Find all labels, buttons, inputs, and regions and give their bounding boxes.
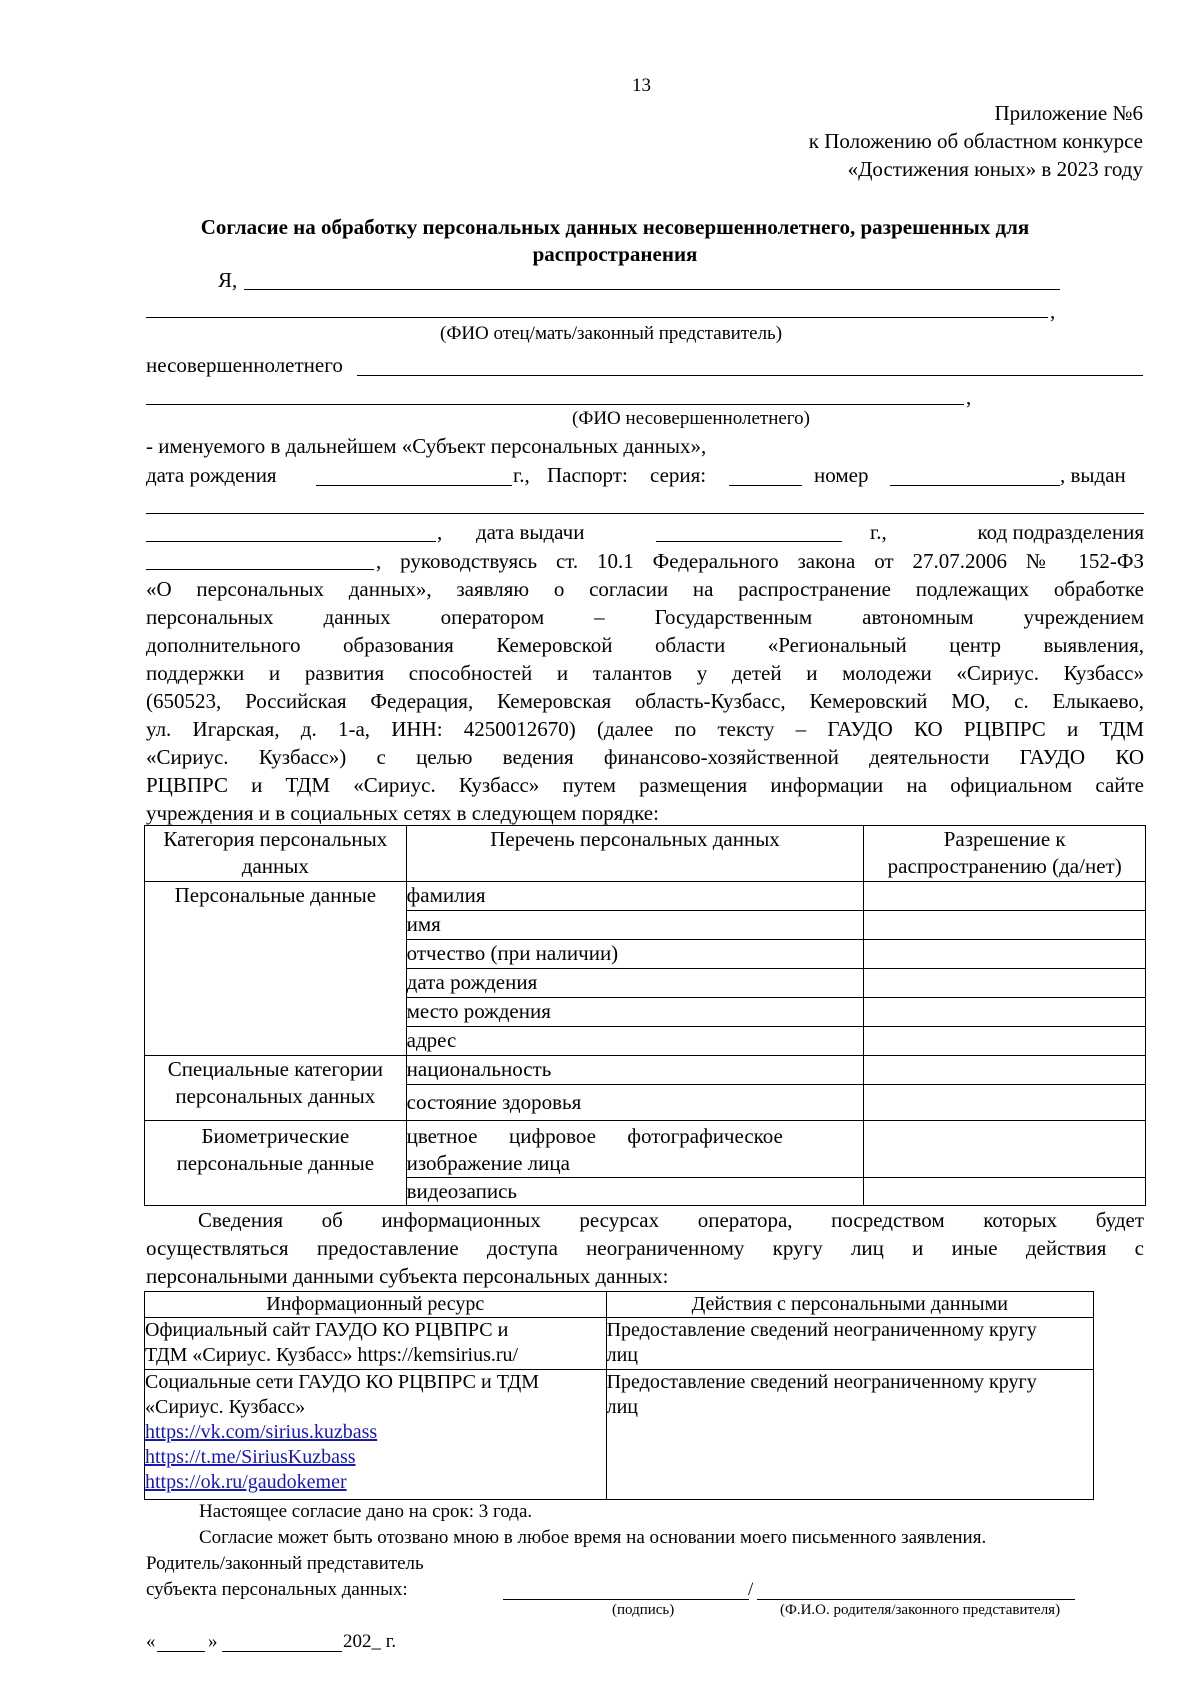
permission-cell[interactable] <box>864 911 1146 940</box>
table-row <box>145 1318 1094 1370</box>
minor-label: несовершеннолетнего <box>146 353 343 377</box>
header-permission-l2: распространению (да/нет) <box>887 854 1122 878</box>
category-personal: Персональные данные <box>145 882 407 1056</box>
body-line-3: персональных данных оператором – Государственным автономным учреждением <box>146 605 1144 629</box>
parent-name-field-2[interactable] <box>146 317 1048 318</box>
category-biometric <box>145 1121 407 1206</box>
permission-cell[interactable] <box>864 1178 1146 1206</box>
item-health: состояние здоровья <box>406 1085 864 1121</box>
minor-caption: (ФИО несовершеннолетнего) <box>572 408 810 429</box>
body-line-2: «О персональных данных», заявляю о согласии на распространение подлежащих обработке <box>146 577 1144 601</box>
category-biometric-l1: Биометрические <box>201 1124 350 1148</box>
comma-2: , <box>966 385 972 409</box>
date-month-field[interactable] <box>222 1651 342 1652</box>
action-social <box>606 1370 1093 1500</box>
revoke-text: Согласие может быть отозвано мною в любое время на основании моего письменного заявления. <box>199 1527 987 1548</box>
signature-field[interactable] <box>503 1599 749 1600</box>
dob-label: дата рождения <box>146 463 277 487</box>
permission-cell[interactable] <box>864 1027 1146 1056</box>
date-year: 202_ г. <box>343 1631 397 1652</box>
minor-name-field-1[interactable] <box>357 375 1143 376</box>
vk-link[interactable]: https://vk.com/sirius.kuzbass <box>145 1421 378 1443</box>
header-permission-l1: Разрешение к <box>943 827 1066 851</box>
action-l2: лиц <box>606 1344 638 1366</box>
table-header-row <box>145 1292 1094 1318</box>
resource-official-site <box>145 1318 607 1370</box>
item-photo <box>406 1121 864 1178</box>
issued-label: , выдан <box>1060 463 1126 487</box>
action-l2: лиц <box>606 1396 638 1418</box>
resource-official-site-l1: Официальный сайт ГАУДО КО РЦВПРС и <box>145 1319 509 1341</box>
date-close-quote: » <box>208 1631 218 1652</box>
slash: / <box>748 1579 754 1600</box>
minor-name-field-2[interactable] <box>146 404 964 405</box>
appendix-line-3: «Достижения юных» в 2023 году <box>847 157 1143 181</box>
resources-table <box>144 1291 1094 1500</box>
ya-label: Я, <box>218 268 238 292</box>
action-l1: Предоставление сведений неограниченному кругу <box>606 1319 1037 1341</box>
dob-field[interactable] <box>316 485 512 486</box>
permission-cell[interactable] <box>864 1085 1146 1121</box>
permission-cell[interactable] <box>864 940 1146 969</box>
header-category-l2: данных <box>241 854 309 878</box>
appendix-line-2: к Положению об областном конкурсе <box>808 129 1143 153</box>
signature-caption: (подпись) <box>612 1602 675 1618</box>
issue-date-field[interactable] <box>656 541 842 542</box>
issue-year: г., <box>870 520 887 544</box>
item-surname: фамилия <box>406 882 864 911</box>
permission-cell[interactable] <box>864 1056 1146 1085</box>
permission-cell[interactable] <box>864 969 1146 998</box>
header-list: Перечень персональных данных <box>406 826 864 882</box>
issue-date-label: дата выдачи <box>476 520 585 544</box>
date-open-quote: « <box>146 1631 156 1652</box>
body-line-5: поддержки и развития способностей и талантов у детей и молодежи «Сириус. Кузбасс» <box>146 661 1144 685</box>
info-para-line-1: Сведения об информационных ресурсах оператора, посредством которых будет <box>198 1208 1144 1232</box>
body-line-6: (650523, Российская Федерация, Кемеровская область-Кузбасс, Кемеровский МО, с. Елыкаево, <box>146 689 1144 713</box>
body-line-10: учреждения и в социальных сетях в следующем порядке: <box>146 801 659 825</box>
comma-1: , <box>1050 299 1056 323</box>
header-resource: Информационный ресурс <box>145 1292 607 1318</box>
number-label: номер <box>814 463 869 487</box>
issued-by-field[interactable] <box>146 513 1144 514</box>
ok-link[interactable]: https://ok.ru/gaudokemer <box>145 1471 347 1493</box>
item-photo-l1: цветное цифровое фотографическое <box>406 1124 783 1148</box>
permission-cell[interactable] <box>864 882 1146 911</box>
item-dob: дата рождения <box>406 969 864 998</box>
personal-data-table <box>144 825 1146 1206</box>
parent-caption: (ФИО отец/мать/законный представитель) <box>440 323 783 344</box>
body-line-7: ул. Игарская, д. 1-а, ИНН: 4250012670) (далее по тексту – ГАУДО КО РЦВПРС и ТДМ <box>146 717 1144 741</box>
item-nationality: национальность <box>406 1056 864 1085</box>
series-field[interactable] <box>729 485 802 486</box>
body-line-4: дополнительного образования Кемеровской области «Региональный центр выявления, <box>146 633 1144 657</box>
named-line: - именуемого в дальнейшем «Субъект персональных данных», <box>146 434 707 458</box>
number-field[interactable] <box>890 485 1060 486</box>
title-line-1: Согласие на обработку персональных данных несовершеннолетнего, разрешенных для <box>200 215 1030 239</box>
page-number: 13 <box>632 75 651 96</box>
header-category-l1: Категория персональных <box>163 827 388 851</box>
term-text: Настоящее согласие дано на срок: 3 года. <box>199 1501 533 1522</box>
fio-caption: (Ф.И.О. родителя/законного представителя) <box>780 1602 1061 1618</box>
dob-year: г., <box>513 463 530 487</box>
resource-social-l2: «Сириус. Кузбасс» <box>145 1396 306 1418</box>
parent-label-2: субъекта персональных данных: <box>146 1579 408 1600</box>
action-official-site <box>606 1318 1093 1370</box>
info-para-line-2: осуществляться предоставление доступа неограниченному кругу лиц и иные действия с <box>146 1236 1144 1260</box>
body-line-1: , руководствуясь ст. 10.1 Федерального закона от 27.07.2006 № 152-ФЗ <box>376 549 1144 573</box>
table-header-row <box>145 826 1146 882</box>
resource-social-l1: Социальные сети ГАУДО КО РЦВПРС и ТДМ <box>145 1371 540 1393</box>
body-line-9: РЦВПРС и ТДМ «Сириус. Кузбасс» путем размещения информации на официальном сайте <box>146 773 1144 797</box>
permission-cell[interactable] <box>864 1121 1146 1178</box>
item-photo-l2: изображение лица <box>406 1151 570 1175</box>
dept-code-label: код подразделения <box>977 520 1144 544</box>
body-line-8: «Сириус. Кузбасс») с целью ведения финансово-хозяйственной деятельности ГАУДО КО <box>146 745 1144 769</box>
table-row <box>145 1056 1146 1085</box>
category-biometric-l2: персональные данные <box>176 1151 375 1175</box>
item-patronymic: отчество (при наличии) <box>406 940 864 969</box>
header-permission <box>864 826 1146 882</box>
resource-social <box>145 1370 607 1500</box>
item-birthplace: место рождения <box>406 998 864 1027</box>
table-row <box>145 882 1146 911</box>
item-name: имя <box>406 911 864 940</box>
item-video: видеозапись <box>406 1178 864 1206</box>
parent-label-1: Родитель/законный представитель <box>146 1553 424 1574</box>
date-day-field[interactable] <box>157 1651 205 1652</box>
resource-official-site-l2: ТДМ «Сириус. Кузбасс» https://kemsirius.ru/ <box>145 1344 519 1366</box>
parent-name-field-1[interactable] <box>244 289 1060 290</box>
parent-fio-field[interactable] <box>757 1599 1075 1600</box>
info-para-line-3: персональными данными субъекта персональных данных: <box>146 1264 669 1288</box>
passport-label: Паспорт: <box>547 463 628 487</box>
issued-by-field-2[interactable] <box>146 541 436 542</box>
table-row <box>145 1370 1094 1500</box>
header-category <box>145 826 407 882</box>
header-actions: Действия с персональными данными <box>606 1292 1093 1318</box>
permission-cell[interactable] <box>864 998 1146 1027</box>
category-special-l1: Специальные категории <box>167 1057 383 1081</box>
category-special-l2: персональных данных <box>175 1084 376 1108</box>
category-special <box>145 1056 407 1121</box>
dept-code-field[interactable] <box>146 569 374 570</box>
telegram-link[interactable]: https://t.me/SiriusKuzbass <box>145 1446 356 1468</box>
action-l1: Предоставление сведений неограниченному кругу <box>606 1371 1037 1393</box>
table-row <box>145 1121 1146 1178</box>
appendix-line-1: Приложение №6 <box>994 101 1143 125</box>
item-address: адрес <box>406 1027 864 1056</box>
comma-3: , <box>437 520 443 544</box>
title-line-2: распространения <box>532 242 698 266</box>
series-label: серия: <box>650 463 707 487</box>
